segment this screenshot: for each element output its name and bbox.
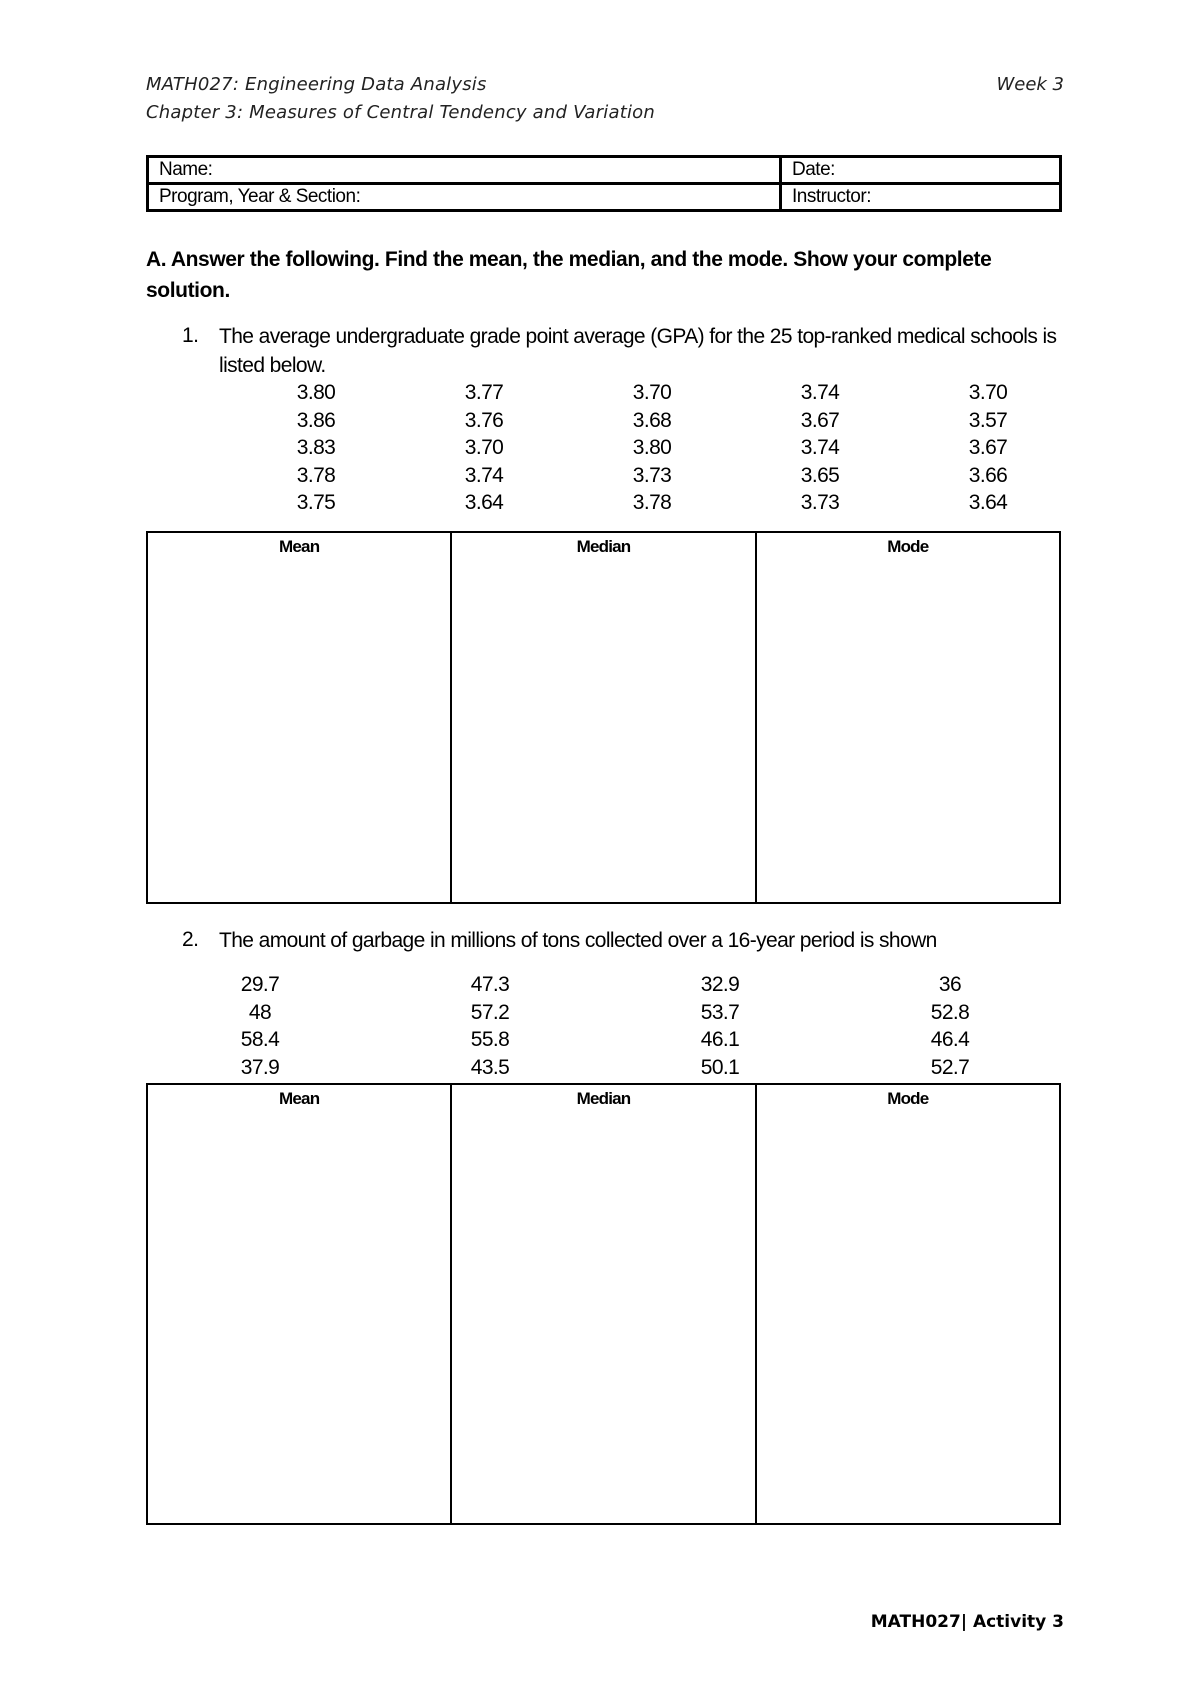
- data-value: 3.83: [296, 436, 336, 459]
- student-info-table: [146, 155, 1062, 212]
- data-value: 55.8: [470, 1028, 510, 1051]
- data-value: 3.64: [968, 491, 1008, 514]
- name-field[interactable]: Name:: [148, 157, 781, 184]
- problem-2-mean-area[interactable]: [148, 1085, 452, 1523]
- data-value: 3.68: [632, 408, 672, 432]
- data-value: 3.75: [296, 491, 336, 514]
- data-value: 50.1: [700, 1055, 740, 1079]
- course-title: MATH027: Engineering Data Analysis: [146, 74, 487, 95]
- data-value: 3.66: [968, 463, 1008, 487]
- instructions: A. Answer the following. Find the mean, the median, and the mode. Show your complete solution.: [146, 248, 992, 302]
- data-value: 3.57: [968, 408, 1008, 432]
- data-value: 53.7: [700, 1000, 740, 1024]
- data-value: 3.65: [800, 463, 840, 487]
- problem-1-text: The average undergraduate grade point average (GPA) for the 25 top-ranked medical schools is listed below.: [219, 325, 1057, 377]
- data-value: 52.7: [930, 1055, 970, 1079]
- problem-1-number: 1.: [182, 324, 199, 347]
- median-header: Median: [576, 1089, 631, 1108]
- instructor-field[interactable]: Instructor:: [781, 184, 1061, 211]
- problem-1-answer-box: [146, 531, 1061, 904]
- problem-1-mode-area[interactable]: [757, 533, 1059, 902]
- problem-2-median-area[interactable]: [452, 1085, 756, 1523]
- data-value: 58.4: [240, 1028, 280, 1051]
- mode-header: Mode: [887, 537, 929, 556]
- data-value: 37.9: [240, 1055, 280, 1079]
- data-value: 29.7: [240, 973, 280, 996]
- problem-2-text: The amount of garbage in millions of tons collected over a 16-year period is shown: [219, 929, 937, 952]
- problem-1-mean-area[interactable]: [148, 533, 452, 902]
- median-header: Median: [576, 537, 631, 556]
- footer-label: MATH027| Activity 3: [870, 1612, 1064, 1632]
- data-value: 3.74: [800, 436, 840, 459]
- data-value: 46.1: [700, 1028, 740, 1051]
- program-field[interactable]: Program, Year & Section:: [148, 184, 781, 211]
- data-value: 3.74: [464, 463, 504, 487]
- data-value: 3.86: [296, 408, 336, 432]
- data-value: 48: [248, 1000, 272, 1024]
- problem-2-data: [145, 973, 1065, 1083]
- data-value: 3.73: [800, 491, 840, 514]
- data-value: 32.9: [700, 973, 740, 996]
- data-value: 3.80: [296, 381, 336, 404]
- data-value: 3.78: [632, 491, 672, 514]
- mean-header: Mean: [279, 537, 320, 556]
- data-value: 3.78: [296, 463, 336, 487]
- data-value: 3.70: [968, 381, 1008, 404]
- chapter-title: Chapter 3: Measures of Central Tendency and Variation: [146, 102, 655, 123]
- data-value: 3.70: [464, 436, 504, 459]
- data-value: 47.3: [470, 973, 510, 996]
- problem-2-answer-box: [146, 1083, 1061, 1525]
- data-value: 46.4: [930, 1028, 970, 1051]
- problem-1-median-area[interactable]: [452, 533, 756, 902]
- week-label: Week 3: [996, 74, 1064, 95]
- data-value: 3.80: [632, 436, 672, 459]
- mode-header: Mode: [887, 1089, 929, 1108]
- data-value: 57.2: [470, 1000, 510, 1024]
- problem-2-mode-area[interactable]: [757, 1085, 1059, 1523]
- data-value: 3.74: [800, 381, 840, 404]
- data-value: 36: [938, 973, 962, 996]
- data-value: 3.77: [464, 381, 504, 404]
- data-value: 52.8: [930, 1000, 970, 1024]
- date-field[interactable]: Date:: [781, 157, 1061, 184]
- data-value: 3.70: [632, 381, 672, 404]
- data-value: 3.67: [968, 436, 1008, 459]
- data-value: 3.64: [464, 491, 504, 514]
- data-value: 3.73: [632, 463, 672, 487]
- data-value: 3.67: [800, 408, 840, 432]
- problem-2-number: 2.: [182, 928, 199, 951]
- data-value: 43.5: [470, 1055, 510, 1079]
- data-value: 3.76: [464, 408, 504, 432]
- problem-1-data: [232, 381, 1072, 519]
- mean-header: Mean: [279, 1089, 320, 1108]
